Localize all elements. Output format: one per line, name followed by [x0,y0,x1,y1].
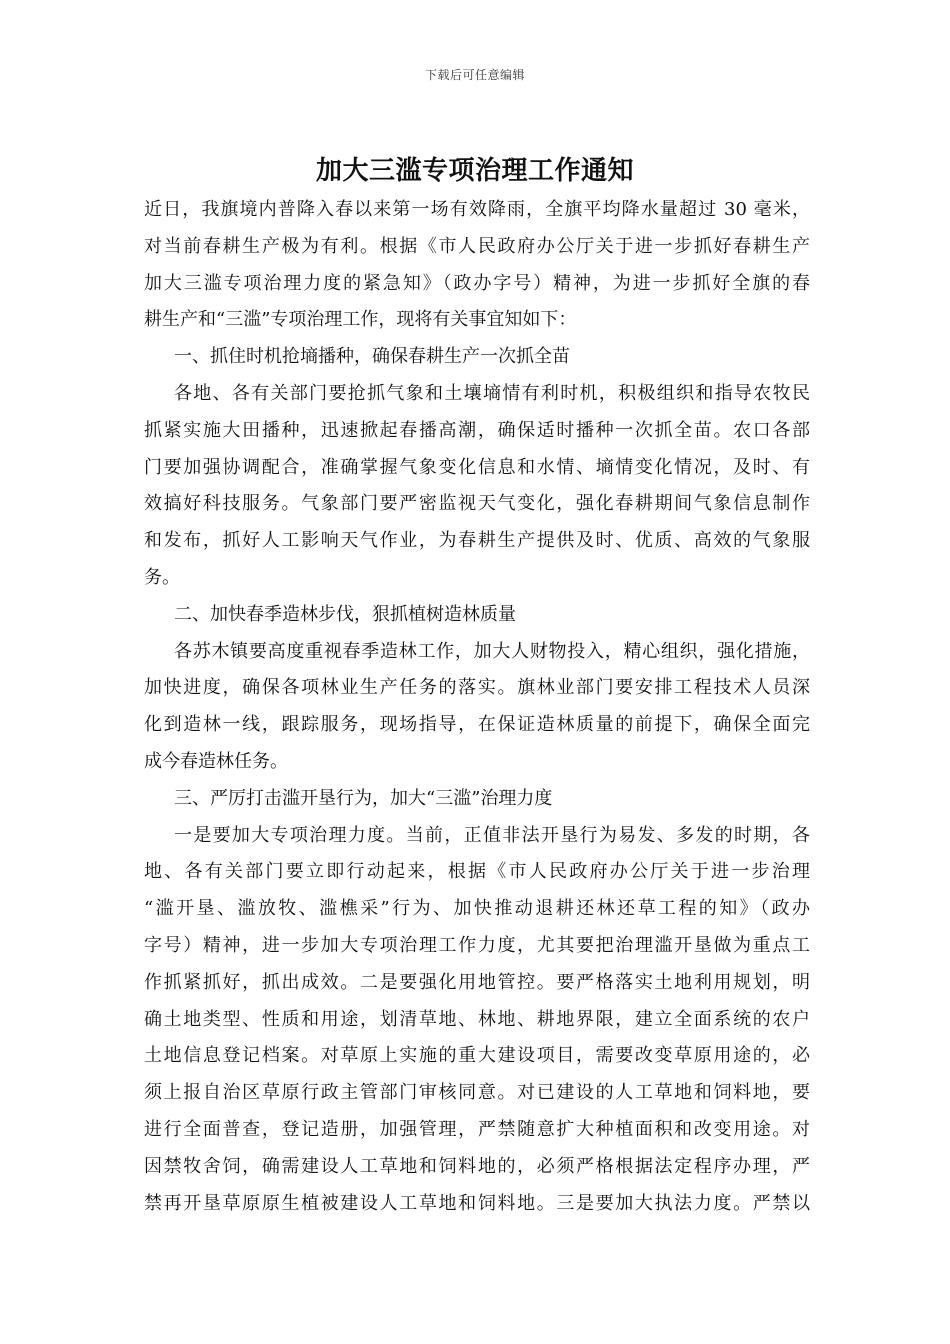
section-heading: 一、抓住时机抢墒播种，确保春耕生产一次抓全苗 [174,346,570,368]
body-line: “滥开垦、滥放牧、滥樵采”行为、加快推动退耕还林还草工程的知》（政办 [144,898,810,920]
body-line: 耕生产和“三滥”专项治理工作，现将有关事宜知如下： [144,309,577,331]
body-line: 和发布，抓好人工影响天气作业，为春耕生产提供及时、优质、高效的气象服 [144,530,810,552]
header-note: 下载后可任意编辑 [424,68,525,82]
body-line: 因禁牧舍饲，确需建设人工草地和饲料地的，必须严格根据法定程序办理，严 [144,1155,810,1177]
body-line: 各苏木镇要高度重视春季造林工作，加大人财物投入，精心组织，强化措施， [174,640,810,662]
body-line: 地、各有关部门要立即行动起来，根据《市人民政府办公厅关于进一步治理 [144,861,810,883]
body-line: 进行全面普查，登记造册，加强管理，严禁随意扩大种植面积和改变用途。对 [144,1118,810,1140]
section-heading: 二、加快春季造林步伐，狠抓植树造林质量 [174,603,516,625]
body-line: 加大三滥专项治理力度的紧急知》（政办字号）精神，为进一步抓好全旗的春 [144,272,810,294]
body-line: 近日，我旗境内普降入春以来第一场有效降雨，全旗平均降水量超过 30 毫米， [144,199,810,220]
body-line: 务。 [144,566,180,588]
document-body [144,192,810,1222]
body-line: 抓紧实施大田播种，迅速掀起春播高潮，确保适时播种一次抓全苗。农口各部 [144,419,810,441]
body-line: 加快进度，确保各项林业生产任务的落实。旗林业部门要安排工程技术人员深 [144,677,810,699]
body-line: 对当前春耕生产极为有利。根据《市人民政府办公厅关于进一步抓好春耕生产 [144,235,810,257]
body-line: 作抓紧抓好，抓出成效。二是要强化用地管控。要严格落实土地利用规划，明 [144,971,810,993]
document-title: 加大三滥专项治理工作通知 [315,156,634,186]
body-line: 各地、各有关部门要抢抓气象和土壤墒情有利时机，积极组织和指导农牧民 [174,382,810,404]
body-line: 化到造林一线，跟踪服务，现场指导，在保证造林质量的前提下，确保全面完 [144,714,810,736]
body-line: 门要加强协调配合，准确掌握气象变化信息和水情、墒情变化情况，及时、有 [144,456,810,478]
body-line: 字号）精神，进一步加大专项治理工作力度，尤其要把治理滥开垦做为重点工 [144,934,810,956]
body-line: 效搞好科技服务。气象部门要严密监视天气变化，强化春耕期间气象信息制作 [144,493,810,515]
body-line: 成今春造林任务。 [144,750,288,772]
body-line: 须上报自治区草原行政主管部门审核同意。对已建设的人工草地和饲料地，要 [144,1082,810,1104]
body-line: 土地信息登记档案。对草原上实施的重大建设项目，需要改变草原用途的，必 [144,1045,810,1067]
body-line: 确土地类型、性质和用途，划清草地、林地、耕地界限，建立全面系统的农户 [144,1008,810,1030]
section-heading: 三、严厉打击滥开垦行为，加大“三滥”治理力度 [174,787,553,809]
body-line: 禁再开垦草原原生植被建设人工草地和饲料地。三是要加大执法力度。严禁以 [144,1192,810,1214]
body-line: 一是要加大专项治理力度。当前，正值非法开垦行为易发、多发的时期，各 [174,824,810,846]
